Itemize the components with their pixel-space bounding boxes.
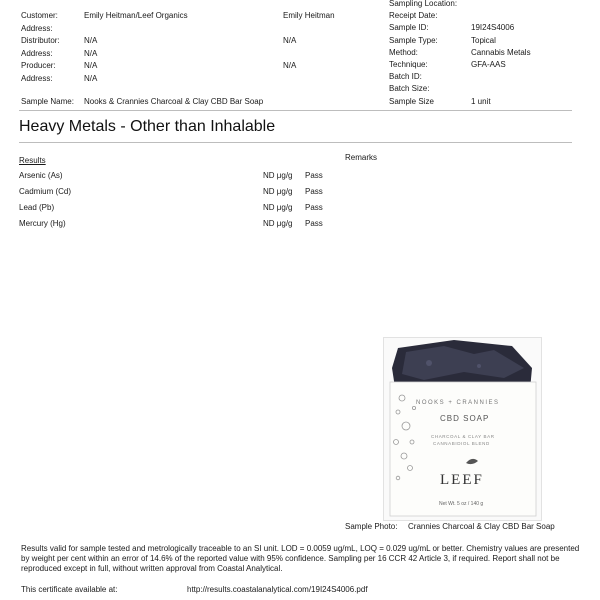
header-left-value: N/A — [84, 48, 98, 58]
header-left-label: Address: — [21, 23, 53, 33]
result-value: ND μg/g — [263, 171, 293, 180]
header-right-label: Sample Size — [389, 96, 434, 106]
header-right-value: Topical — [471, 35, 496, 45]
certificate-label: This certificate available at: — [21, 585, 118, 594]
section-title: Heavy Metals - Other than Inhalable — [19, 118, 276, 135]
header-divider — [19, 110, 572, 111]
result-status: Pass — [305, 171, 323, 180]
result-name: Lead (Pb) — [19, 203, 55, 212]
header-right-value: 19I24S4006 — [471, 23, 515, 33]
sample-name-value: Nooks & Crannies Charcoal & Clay CBD Bar Soap — [84, 97, 264, 106]
header-left-label: Producer: — [21, 61, 56, 70]
photo-product: CBD SOAP — [440, 414, 490, 423]
photo-weight: Net Wt. 5 oz / 140 g — [439, 501, 484, 507]
result-status: Pass — [305, 203, 323, 212]
sample-photo — [383, 337, 542, 521]
photo-sub1: CHARCOAL & CLAY BAR — [431, 434, 495, 439]
header-mid-value: N/A — [283, 36, 297, 45]
header-mid-value: Emily Heitman — [283, 11, 335, 20]
header-right-value: Cannabis Metals — [471, 47, 531, 57]
result-name: Arsenic (As) — [19, 171, 63, 180]
result-status: Pass — [305, 219, 323, 228]
soap-image — [384, 338, 541, 520]
photo-caption-text: Crannies Charcoal & Clay CBD Bar Soap — [408, 522, 555, 531]
photo-caption-label: Sample Photo: — [345, 522, 398, 531]
disclaimer-text: Results valid for sample tested and metrologically traceable to an SI unit. LOD = 0.0059 ug/mL, LOQ = 0.029 ug/mL or better. Chemistry values are presented by weight per cent within an error of 14.6% of the reported value with 95% confidence. Sampling per 16 CCR 42 Article 3, if required. Report shall not be reproduced except in full, without written approval from Coastal Analytical. — [21, 544, 580, 573]
header-left-value: N/A — [84, 36, 98, 45]
photo-brand-line: NOOKS + CRANNIES — [416, 400, 500, 406]
photo-sub2: CANNABIDIOL BLEND — [433, 441, 490, 446]
results-heading: Results — [19, 156, 46, 165]
header-left-value: Emily Heitman/Leef Organics — [84, 11, 188, 20]
section-divider — [19, 142, 572, 143]
remarks-heading: Remarks — [345, 153, 378, 162]
header-right-label: Sample Type: — [389, 35, 438, 45]
header-left-value: N/A — [84, 61, 98, 70]
photo-logo: LEEF — [440, 472, 484, 488]
header-right-label: Method: — [389, 47, 418, 57]
header-mid-value: N/A — [283, 61, 297, 70]
header-right-label: Sampling Location: — [389, 0, 458, 8]
header-right-label: Receipt Date: — [389, 11, 438, 21]
result-status: Pass — [305, 187, 323, 196]
header-right-label: Sample ID: — [389, 23, 429, 33]
result-value: ND μg/g — [263, 203, 293, 212]
header-left-label: Customer: — [21, 11, 58, 20]
header-right-value: 1 unit — [471, 96, 491, 106]
header-left-label: Address: — [21, 48, 53, 58]
header-right-label: Batch ID: — [389, 72, 422, 82]
header-left-label: Address: — [21, 73, 53, 83]
header-left-value: N/A — [84, 73, 98, 83]
result-name: Mercury (Hg) — [19, 219, 66, 228]
result-value: ND μg/g — [263, 219, 293, 228]
header-right-label: Technique: — [389, 60, 428, 69]
header-right-value: GFA-AAS — [471, 60, 506, 69]
header-right-label: Batch Size: — [389, 84, 430, 94]
sample-name-label: Sample Name: — [21, 97, 74, 106]
result-name: Cadmium (Cd) — [19, 187, 72, 196]
result-value: ND μg/g — [263, 187, 293, 196]
header-left-label: Distributor: — [21, 36, 60, 45]
certificate-link[interactable]: http://results.coastalanalytical.com/19I24S4006.pdf — [187, 585, 368, 594]
